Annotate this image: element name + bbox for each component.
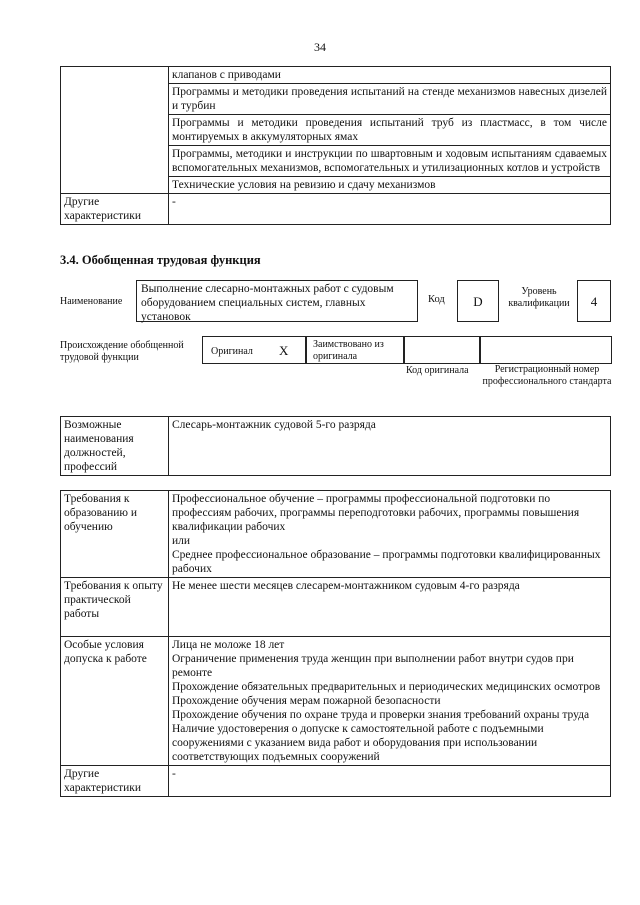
code-original-label: Код оригинала bbox=[406, 365, 469, 376]
admission-label: Особые условия допуска к работе bbox=[61, 637, 169, 766]
text-line: Среднее профессиональное образование – программы подготовки квалифицированных рабочих bbox=[172, 549, 601, 575]
table-row bbox=[61, 417, 611, 476]
text-line: Ограничение применения труда женщин при выполнении работ внутри судов при ремонте bbox=[172, 653, 574, 679]
text-line: - bbox=[172, 768, 176, 780]
code-value-box: D bbox=[457, 280, 499, 322]
text-line: Не менее шести месяцев слесарем-монтажником судовым 4-го разряда bbox=[172, 580, 520, 592]
experience-value bbox=[169, 578, 611, 637]
table-row bbox=[61, 67, 611, 84]
table-cell: Программы, методики и инструкции по швартовным и ходовым испытаниям сдаваемых вспомогательных механизмов, вспомогательных и утилизационных котлов и устройств bbox=[169, 146, 611, 177]
text-line: Лица не моложе 18 лет bbox=[172, 639, 285, 651]
code-label: Код bbox=[428, 294, 445, 305]
requirements-table bbox=[60, 490, 611, 797]
original-label: Оригинал bbox=[211, 346, 253, 357]
section-heading: 3.4. Обобщенная трудовая функция bbox=[60, 253, 261, 267]
table-row bbox=[61, 194, 611, 225]
positions-table bbox=[60, 416, 611, 476]
text-line: или bbox=[172, 535, 191, 547]
origin-label: Происхождение обобщенной трудовой функции bbox=[60, 340, 184, 363]
text-line: Прохождение обучения мерам пожарной безопасности bbox=[172, 695, 441, 707]
text-line: Прохождение обязательных предварительных и периодических медицинских осмотров bbox=[172, 681, 601, 693]
function-name-box: Выполнение слесарно-монтажных работ с судовым оборудованием специальных систем, главных установок bbox=[136, 280, 418, 322]
borrowed-box bbox=[306, 336, 404, 364]
table-row bbox=[61, 491, 611, 578]
reg-number-box bbox=[480, 336, 612, 364]
text-line: Наличие удостоверения о допуске к самостоятельной работе с подъемными сооружениями с указанием вида работ и оборудования при использовании соответствующих подъемных сооружений bbox=[172, 723, 544, 763]
other-characteristics-label: Другие характеристики bbox=[61, 766, 169, 797]
page-number: 34 bbox=[314, 40, 326, 54]
education-value bbox=[169, 491, 611, 578]
other-characteristics-value bbox=[169, 766, 611, 797]
text-line: Прохождение обучения по охране труда и проверки знания требований охраны труда bbox=[172, 709, 590, 721]
education-label: Требования к образованию и обучению bbox=[61, 491, 169, 578]
code-original-box bbox=[404, 336, 480, 364]
reg-number-label: Регистрационный номер профессионального стандарта bbox=[482, 364, 612, 387]
top-table bbox=[60, 66, 611, 225]
other-characteristics-label: Другие характеристики bbox=[61, 194, 169, 225]
table-cell: Программы и методики проведения испытаний на стенде механизмов навесных дизелей и турбин bbox=[169, 84, 611, 115]
borrowed-label: Заимствовано из оригинала bbox=[313, 339, 384, 362]
admission-value bbox=[169, 637, 611, 766]
table-cell-empty bbox=[61, 67, 169, 194]
text-line: Профессиональное обучение – программы профессиональной подготовки по профессиям рабочих, программы переподготовки рабочих, программы повышения квалификации рабочих bbox=[172, 493, 580, 533]
original-mark: X bbox=[279, 343, 289, 358]
table-cell: Программы и методики проведения испытаний труб из пластмасс, в том числе монтируемых в аккумуляторных ямах bbox=[169, 115, 611, 146]
origin-row bbox=[202, 336, 612, 364]
name-label: Наименование bbox=[60, 296, 123, 307]
positions-value: Слесарь-монтажник судовой 5-го разряда bbox=[169, 417, 611, 476]
other-characteristics-value: - bbox=[169, 194, 611, 225]
table-cell: клапанов с приводами bbox=[169, 67, 611, 84]
original-box bbox=[202, 336, 306, 364]
level-label: Уровень квалификации bbox=[508, 286, 570, 309]
positions-label: Возможные наименования должностей, профессий bbox=[61, 417, 169, 476]
experience-label: Требования к опыту практической работы bbox=[61, 578, 169, 637]
table-cell: Технические условия на ревизию и сдачу механизмов bbox=[169, 177, 611, 194]
table-row bbox=[61, 766, 611, 797]
table-row bbox=[61, 637, 611, 766]
table-row bbox=[61, 578, 611, 637]
level-value-box: 4 bbox=[577, 280, 611, 322]
